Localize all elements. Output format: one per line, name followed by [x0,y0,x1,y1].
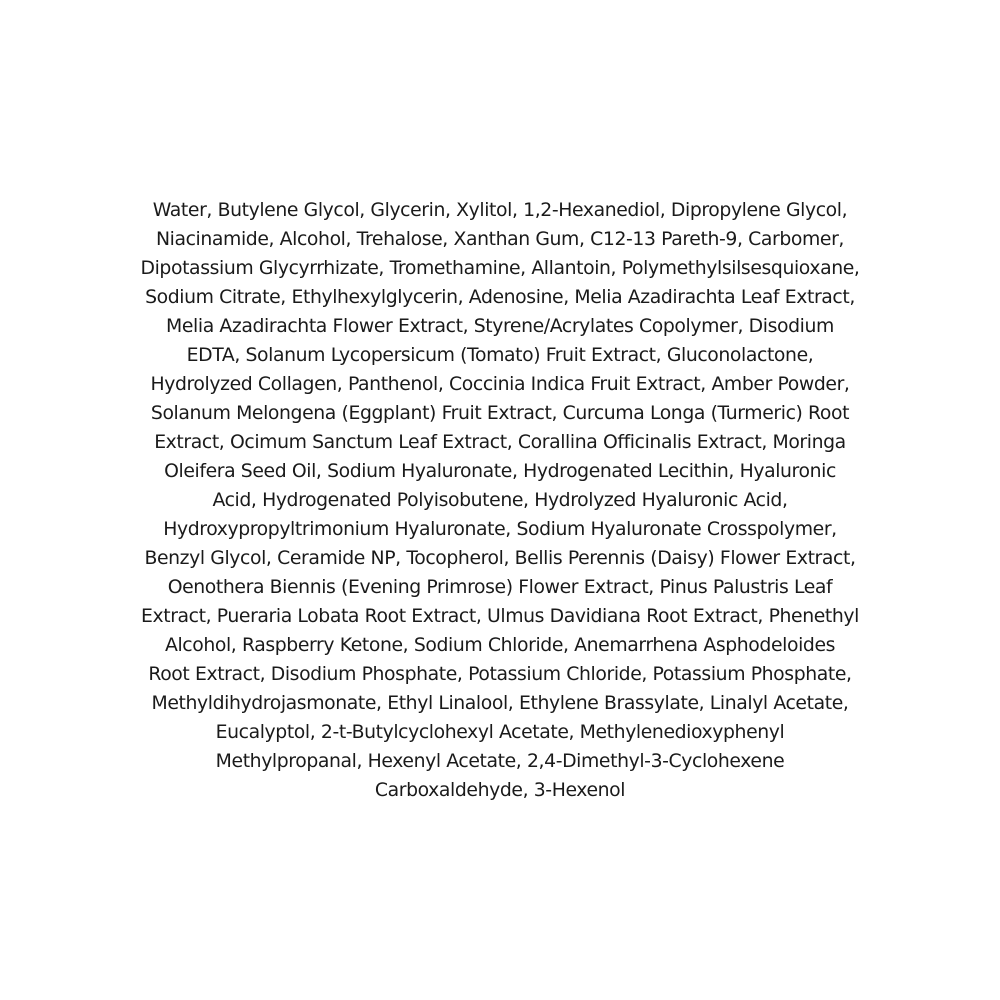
ingredients-line: Oleifera Seed Oil, Sodium Hyaluronate, Hydrogenated Lecithin, Hyaluronic [164,460,836,482]
ingredients-line: Root Extract, Disodium Phosphate, Potassium Chloride, Potassium Phosphate, [148,663,852,685]
ingredients-line: Niacinamide, Alcohol, Trehalose, Xanthan Gum, C12-13 Pareth-9, Carbomer, [155,228,845,250]
ingredients-line: Extract, Pueraria Lobata Root Extract, Ulmus Davidiana Root Extract, Phenethyl [140,605,860,627]
ingredients-line: Melia Azadirachta Flower Extract, Styrene/Acrylates Copolymer, Disodium [166,315,834,337]
ingredients-list [0,196,1000,805]
ingredients-line: Benzyl Glycol, Ceramide NP, Tocopherol, Bellis Perennis (Daisy) Flower Extract, [144,547,856,569]
ingredients-line: Extract, Ocimum Sanctum Leaf Extract, Corallina Officinalis Extract, Moringa [154,431,846,453]
ingredients-line: Hydroxypropyltrimonium Hyaluronate, Sodium Hyaluronate Crosspolymer, [163,518,837,540]
ingredients-line: Methylpropanal, Hexenyl Acetate, 2,4-Dimethyl-3-Cyclohexene [215,750,785,772]
ingredients-line: Methyldihydrojasmonate, Ethyl Linalool, Ethylene Brassylate, Linalyl Acetate, [151,692,849,714]
ingredients-line: Hydrolyzed Collagen, Panthenol, Coccinia Indica Fruit Extract, Amber Powder, [150,373,850,395]
ingredients-line: Dipotassium Glycyrrhizate, Tromethamine, Allantoin, Polymethylsilsesquioxane, [140,257,860,279]
ingredients-line: Carboxaldehyde, 3-Hexenol [374,779,626,801]
ingredients-line: Solanum Melongena (Eggplant) Fruit Extract, Curcuma Longa (Turmeric) Root [150,402,850,424]
ingredients-line: Water, Butylene Glycol, Glycerin, Xylitol, 1,2-Hexanediol, Dipropylene Glycol, [152,199,848,221]
ingredients-line: Oenothera Biennis (Evening Primrose) Flower Extract, Pinus Palustris Leaf [167,576,833,598]
ingredients-line: Eucalyptol, 2-t-Butylcyclohexyl Acetate, Methylenedioxyphenyl [215,721,785,743]
ingredients-line: Alcohol, Raspberry Ketone, Sodium Chloride, Anemarrhena Asphodeloides [164,634,836,656]
ingredients-line: EDTA, Solanum Lycopersicum (Tomato) Fruit Extract, Gluconolactone, [186,344,814,366]
ingredients-line: Acid, Hydrogenated Polyisobutene, Hydrolyzed Hyaluronic Acid, [212,489,788,511]
ingredients-line: Sodium Citrate, Ethylhexylglycerin, Adenosine, Melia Azadirachta Leaf Extract, [145,286,855,308]
